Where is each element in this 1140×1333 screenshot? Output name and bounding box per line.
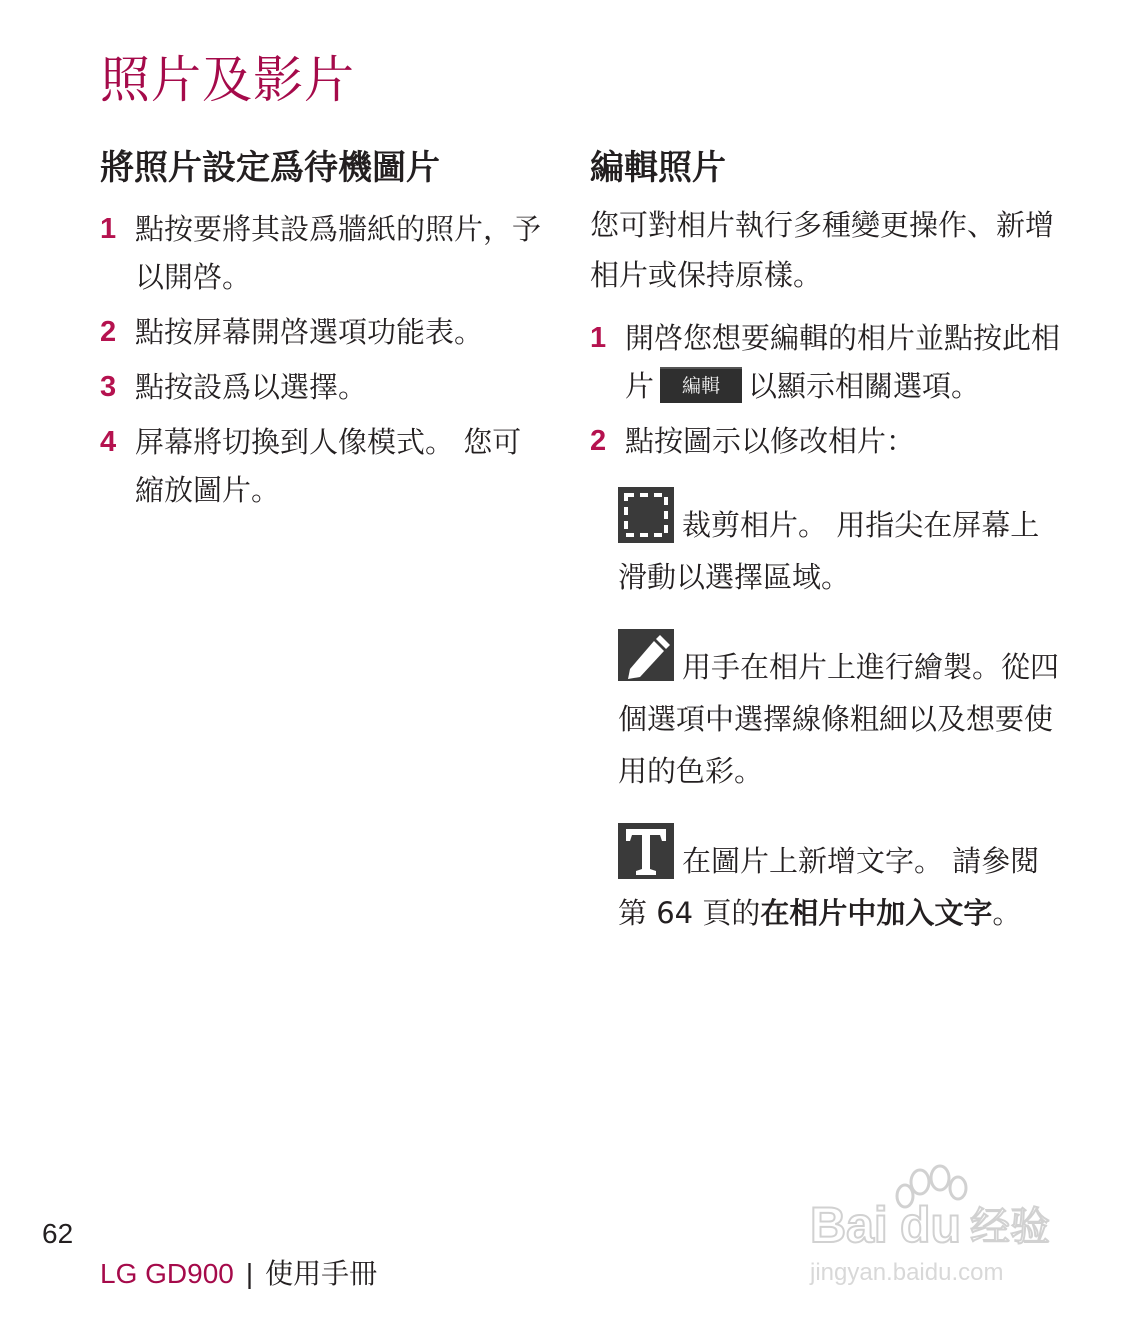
step-item: [590, 314, 1060, 410]
step-text: 點按要將其設爲牆紙的照片，予以開啓。: [135, 212, 542, 294]
tool-text: 用手在相片上進行繪製。從四個選項中選擇線條粗細以及想要使用的色彩。: [618, 650, 1060, 788]
step-number: 2: [100, 316, 117, 348]
svg-text:du: du: [900, 1197, 962, 1253]
step-number: 2: [590, 425, 607, 457]
tool-text-add: [618, 823, 1060, 939]
intro-text: 您可對相片執行多種變更操作、新增相片或保持原樣。: [590, 208, 1055, 292]
step-item: [100, 205, 550, 301]
left-section-heading: 將照片設定爲待機圖片: [100, 148, 440, 188]
footer-brand: LG GD900: [100, 1258, 234, 1289]
tool-text: 裁剪相片。 用指尖在屏幕上滑動以選擇區域。: [618, 508, 1040, 594]
step-text-before: 開啓您想要編輯的相片並點按此相片: [625, 321, 1061, 403]
step-item: [590, 417, 1060, 465]
step-item: [100, 418, 550, 514]
svg-text:经验: 经验: [970, 1204, 1050, 1250]
step-text: [625, 314, 1060, 410]
tool-text-after: 。: [992, 896, 1022, 930]
step-text-after: 以顯示相關選項。: [748, 369, 981, 403]
right-section-heading: 編輯照片: [590, 148, 726, 188]
step-number: 4: [100, 426, 117, 458]
step-text: 點按設爲以選擇。: [135, 370, 368, 404]
right-column: [590, 200, 1060, 965]
tool-crop: [618, 487, 1060, 603]
step-text: 點按屏幕開啓選項功能表。: [135, 315, 484, 349]
edit-chip: 編輯: [660, 367, 742, 403]
svg-text:Bai: Bai: [810, 1197, 888, 1253]
step-item: [100, 308, 550, 356]
footer-manual: 使用手冊: [265, 1258, 378, 1289]
tool-draw: [618, 629, 1060, 797]
step-item: [100, 363, 550, 411]
text-tool-icon: [618, 823, 674, 879]
tool-text-before: 在圖片上新增文字。 請參閱第 64 頁的: [618, 844, 1040, 930]
step-text: 點按圖示以修改相片：: [625, 424, 916, 458]
cross-reference-link: 在相片中加入文字: [760, 896, 993, 930]
svg-text:jingyan.baidu.com: jingyan.baidu.com: [810, 1259, 1004, 1286]
pencil-icon: [618, 629, 674, 685]
step-number: 1: [100, 213, 117, 245]
step-number: 3: [100, 371, 117, 403]
left-column: [100, 205, 550, 521]
page-title: 照片及影片: [100, 51, 355, 109]
crop-icon: [618, 487, 674, 543]
page-number: 62: [42, 1218, 74, 1249]
step-text: 屏幕將切換到人像模式。 您可縮放圖片。: [135, 425, 522, 507]
baidu-watermark-logo: [780, 1160, 1080, 1290]
footer-separator: |: [245, 1258, 254, 1289]
footer: [100, 1252, 377, 1292]
step-number: 1: [590, 322, 607, 354]
